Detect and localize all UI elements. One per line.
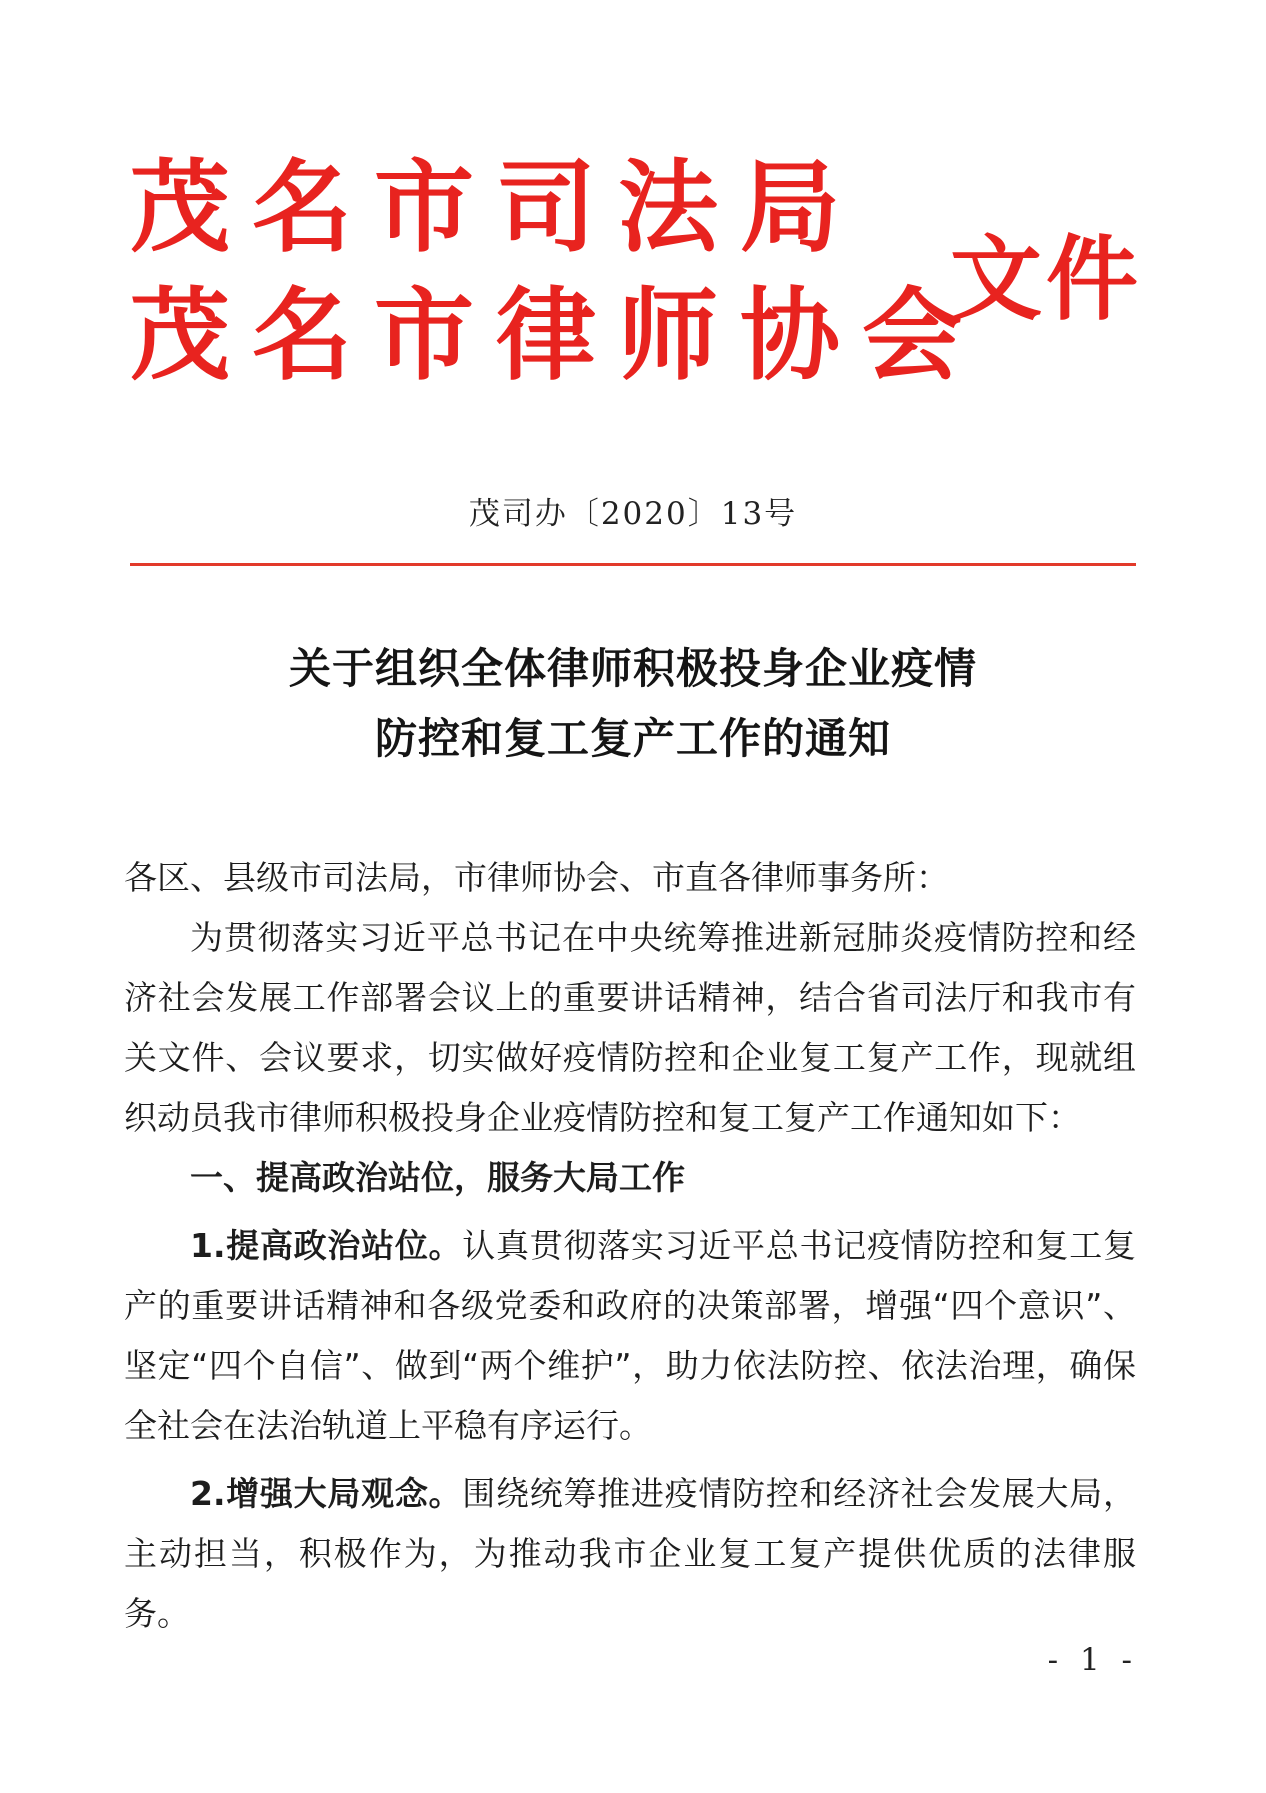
document-body xyxy=(124,848,1136,1644)
issuer-name-1: 茂名市司法局 xyxy=(130,149,862,266)
section-heading: 一、提高政治站位，服务大局工作 xyxy=(190,1158,685,1197)
intro-paragraph: 为贯彻落实习近平总书记在中央统筹推进新冠肺炎疫情防控和经济社会发展工作部署会议上的重要讲话精神，结合省司法厅和我市有关文件、会议要求，切实做好疫情防控和企业复工复产工作，现就组织动员我市律师积极投身企业疫情防控和复工复产工作通知如下： xyxy=(124,918,1136,1137)
item-paragraph-2 xyxy=(124,1464,1136,1644)
document-title-line-2: 防控和复工复产工作的通知 xyxy=(374,714,891,763)
document-title-line-1: 关于组织全体律师积极投身企业疫情 xyxy=(288,644,977,693)
item-lead-1: 1.提高政治站位。 xyxy=(190,1226,463,1265)
item-paragraph-1 xyxy=(124,1216,1136,1456)
document-number: 茂司办〔2020〕13号 xyxy=(468,496,798,532)
document-suffix: 文件 xyxy=(950,226,1143,333)
red-masthead xyxy=(130,149,1143,420)
item-text-1: 认真贯彻落实习近平总书记疫情防控和复工复产的重要讲话精神和各级党委和政府的决策部署，增强“四个意识”、坚定“四个自信”、做到“两个维护”，助力依法防控、依法治理，确保全社会在法治轨道上平稳有序运行。 xyxy=(124,1226,1137,1445)
red-divider xyxy=(130,563,1136,566)
addressee: 各区、县级市司法局，市律师协会、市直各律师事务所： xyxy=(124,858,949,897)
page-number: - 1 - xyxy=(1047,1642,1138,1678)
item-text-2: 围绕统筹推进疫情防控和经济社会发展大局，主动担当，积极作为，为推动我市企业复工复产提供优质的法律服务。 xyxy=(124,1474,1137,1633)
issuer-name-2: 茂名市律师协会 xyxy=(130,277,984,394)
item-lead-2: 2.增强大局观念。 xyxy=(190,1474,463,1513)
